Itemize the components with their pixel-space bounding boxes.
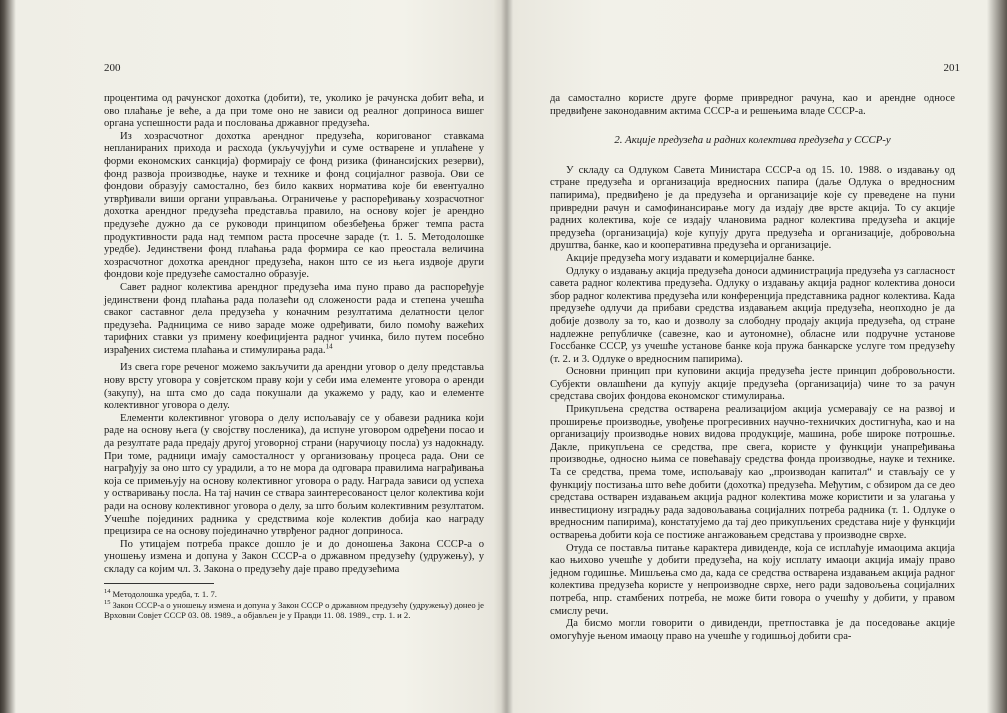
footnote	[104, 598, 484, 620]
right-page-text	[550, 93, 955, 643]
paragraph	[104, 539, 484, 577]
footnote-divider	[104, 583, 214, 584]
left-page	[40, 0, 484, 713]
page-number: 200	[104, 62, 121, 74]
paragraph: да самостално користе друге форме привредног рачуна, као и арендне односе предвиђене законодавним актима СССР-а и решењима владе СССР-а.	[550, 93, 955, 117]
page-number: 201	[943, 62, 960, 74]
paragraph: Да бисмо могли говорити о дивиденди, претпоставка је да поседовање акције омогућује њеном имаоцу право на учешће у годишњој добити сра-	[550, 618, 955, 642]
paragraph: Прикупљена средства остварена реализацијом акција усмеравају се на развој и проширење производње, увођење прогресивних научно-техничких достигнућа, као и на организацију производње нових видова продукције, машина, робе широке потрошње. Дакле, прикупљена се средства, пре свега, користе у функцији унапређивања производње, односно њима се повећавају средства фонда производње, науке и технике. Та се средства, према томе, испољавају као „производан капитал“ и стављају се у функцију постизања што веће добити (дохотка) предузећа. Међутим, с обзиром да се део средстава остварен издавањем акција радног колектива може користити и за улагања у инвестициону изградњу рада задовољавања социјалних потреба радника (т. 1. Одлуке о вредносним папирима), констатујемо да тај део прикупљених средстава није у функцији остварења добити која се постиже ангажовањем средстава у производне сврхе.	[550, 404, 955, 541]
paragraph-text: Савет радног колектива арендног предузећа има пуно право да распоређује јединствени фонд плаћања рада полазећи од сложености рада и степена учешћа сваког саставног дела предузећа у коначним резултатима делатности целог предузећа. Радницима се ниво зараде може одређивати, било помоћу важећих тарифних ставки уз примену коефицијента радног учинка, било путем посебно израђених система плаћања и стимулирања рада.	[104, 281, 484, 356]
footnote-ref: 14	[325, 342, 333, 351]
paragraph: процентима од рачунског дохотка (добити), те, уколико је рачунска добит већа, и ово плаћање је веће, а да при томе оно не зависи од реалног доприноса вишег органа успешности рада и пословања државног предузећа.	[104, 93, 484, 130]
footnote-text: Закон СССР-а о уношењу измена и допуна у Закон СССР о државном предузећу (удружењу) донео је Врховни Совјет СССР 03. 08. 1989., а објављен је у Правди 11. 08. 1989., стр. 1. и 2.	[104, 600, 484, 621]
paragraph: Одлуку о издавању акција предузећа доноси администрација предузећа уз сагласност савета радног колектива предузећа. Одлуку о издавању акција радног колектива доноси збор радног колектива предузећа или конференција представника радног колектива. Када предузеће одлучи да прибави средства издавањем акција предузећа, неопходно је да добије дозволу за то, као и дозволу за слободну продају акција предузећа, од стране надлежне републичке (савезне, као и аутономне), обласне или подручне установе Госсбанке СССР, уз учешће установе банке која пружа банкарске услуге том предузећу (т. 2. и 3. Одлуке о вредносним папирима).	[550, 265, 955, 365]
book-spine	[501, 0, 513, 713]
paragraph: Отуда се поставља питање карактера дивиденде, која се исплаћује имаоцима акција као њихово учешће у добити предузећа, на коју исплату имаоци акција имају право једном годишње. Мишљења смо да, када се средства остварена издавањем акција радног колектива предузећа користе у непроизводне сврхе, него ради задовољења социјалних потреба, нпр. стамбених потреба, не може бити говора о учешћу у добити, у правом смислу речи.	[550, 542, 955, 617]
footnote-text: Методолошка уредба, т. 1. 7.	[112, 588, 217, 599]
paragraph: Из свега горе реченог можемо закључити да арендни уговор о делу представља нову врсту уговора у совјетском праву који у себи има елементе уговора о аренди (закупу), на шта смо до сада покушали да укажемо у раду, као и елементе колективног уговора о делу.	[104, 362, 484, 412]
section-heading: 2. Акције предузећа и радних колектива предузећа у СССР-у	[614, 134, 891, 147]
right-page	[540, 0, 960, 713]
paragraph: Основни принцип при куповини акција предузећа јесте принцип добровољности. Субјекти овлашћени да купују акције предузећа (организација) чине то за рачун средстава својих фондова економског стимулирања.	[550, 366, 955, 403]
paragraph: Елементи колективног уговора о делу испољавају се у обавези радника који раде на основу њега (у својству посленика), да испуне уговором одређени посао и да резултате рада предају другој уговорној страни (наручиоцу посла) уз надокнаду. При томе, радници имају самосталност у организовању процеса рада. Они се награђују за оно што су урадили, а то не мора да одговара правилима награђивања која се примењују на основу колективног уговора о раду. Награда зависи од успеха у остваривању посла. На тај начин се ствара заинтересованост целог колектива који ради на основу колективног уговора о делу, за што бољим колективним резултатом. Учешће појединих радника у средствима које колектив добија као награду прецизира се на основу појединачно утврђеног радног доприноса.	[104, 412, 484, 538]
footnote-number: 15	[104, 599, 111, 607]
paragraph: Из хозрасчотног дохотка арендног предузећа, коригованог ставкама непланираних прихода и расхода (укључујући и суме остварене и уплаћене у форми економских санкција) формирају се фонд ризика (финансијских резерви), фонд развоја производње, науке и технике и фонд социјалног развоја. Ови се фондови образују самостално, без било каквих норматива које би евентуално утврђивали виши органи управљања. Ограничење у распоређивању хозрасчотног дохотка арендног предузећа представља правило, на основу којег је арендно предузеће дужно да се руководи принципом обезбеђења бржег темпа раста продуктивности рада над темпом раста просечне зараде (т. 1. 5. Методолошке уредбе). Јединствени фонд плаћања рада формира се као преостала величина хозрасчотног дохотка арендног предузећа, након што се из њега издвоје други фондови које предузеће самостално образује.	[104, 130, 484, 281]
footnote-number: 14	[104, 587, 111, 595]
paragraph	[104, 282, 484, 358]
paragraph-text: По утицајем потреба праксе дошло је и до доношења Закона СССР-а о уношењу измена и допуна у Закон СССР-а о државном предузећу (удружењу), у складу са којим чл. 3. Закона о предузећу даје право предузећима	[104, 538, 484, 575]
left-page-text	[104, 93, 484, 620]
footnote	[104, 587, 484, 599]
paragraph: У складу са Одлуком Савета Министара СССР-а од 15. 10. 1988. о издавању од стране предузећа и организација вредносних папира (даље Одлука о вредносним папирима), предвиђено је да предузећа и организације које су преведене на пуни привредни рачун и самофинансирање могу да издају две врсте акција. То су акције радних колектива, које се издају члановима радног колектива предузећа и акције предузећа (организација) које купују друга предузећа и организације, добровољна друштва, банке, као и кооперативна предузећа и организације.	[550, 164, 955, 252]
paragraph: Акције предузећа могу издавати и комерцијалне банке.	[566, 252, 815, 264]
